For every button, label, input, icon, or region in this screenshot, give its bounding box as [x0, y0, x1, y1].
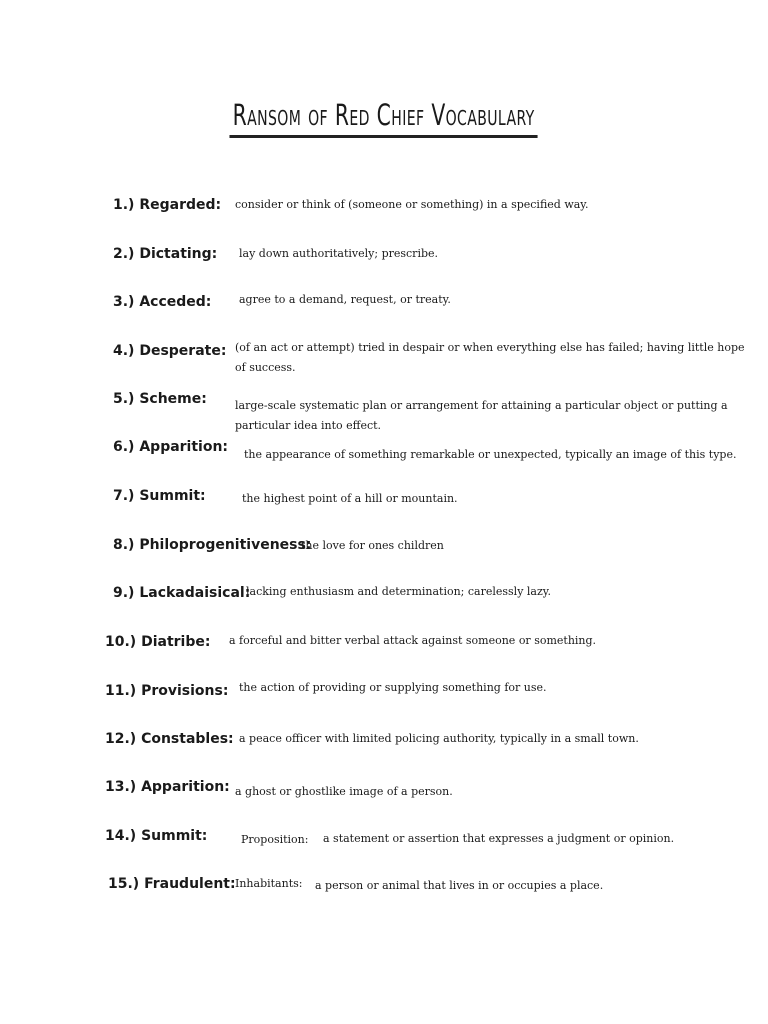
vocab-term: 11.) Provisions: [105, 683, 229, 699]
vocab-sublabel: Inhabitants: [235, 877, 303, 890]
vocab-term: 3.) Acceded: [113, 294, 212, 310]
vocab-term: 15.) Fraudulent: [108, 876, 236, 892]
vocab-sublabel: Proposition: [241, 833, 309, 846]
vocab-term: 8.) Philoprogenitiveness: [113, 537, 312, 553]
vocab-term: 14.) Summit: [105, 828, 208, 844]
vocab-term: 6.) Apparition: [113, 439, 229, 455]
vocab-definition: a ghost or ghostlike image of a person. [235, 785, 453, 798]
vocab-term: 10.) Diatribe: [105, 634, 211, 650]
vocab-definition: the appearance of something remarkable or unexpected, typically an image of this type. [244, 448, 737, 461]
page-title-text: Ransom of Red Chief Vocabulary [230, 97, 538, 138]
vocab-definition: a peace officer with limited policing authority, typically in a small town. [239, 732, 639, 745]
vocab-definition: lay down authoritatively; prescribe. [239, 247, 439, 260]
vocab-definition: consider or think of (someone or something) in a specified way. [235, 198, 589, 211]
vocab-definition: the love for ones children [301, 539, 444, 552]
vocab-definition: large-scale systematic plan or arrangement for attaining a particular object or putting a particular idea into effect. [235, 399, 728, 432]
vocab-term: 4.) Desperate: [113, 343, 227, 359]
page-title [0, 96, 768, 138]
vocab-definition: the highest point of a hill or mountain. [242, 492, 458, 505]
vocab-term: 12.) Constables: [105, 731, 234, 747]
vocab-term: 7.) Summit: [113, 488, 206, 504]
vocab-term: 9.) Lackadaisical: [113, 585, 251, 601]
vocab-definition: lacking enthusiasm and determination; carelessly lazy. [246, 585, 552, 598]
vocab-definition: agree to a demand, request, or treaty. [239, 293, 451, 306]
vocab-definition: (of an act or attempt) tried in despair or when everything else has failed; having little hope of success. [235, 341, 745, 374]
vocab-term: 2.) Dictating: [113, 246, 218, 262]
vocab-term: 13.) Apparition: [105, 779, 230, 795]
vocab-definition: a statement or assertion that expresses a judgment or opinion. [323, 832, 675, 845]
vocab-term: 1.) Regarded: [113, 197, 222, 213]
vocab-definition: a person or animal that lives in or occupies a place. [315, 879, 604, 892]
vocab-definition: a forceful and bitter verbal attack against someone or something. [229, 634, 597, 647]
vocab-definition: the action of providing or supplying something for use. [239, 681, 547, 694]
vocab-term: 5.) Scheme: [113, 391, 207, 407]
